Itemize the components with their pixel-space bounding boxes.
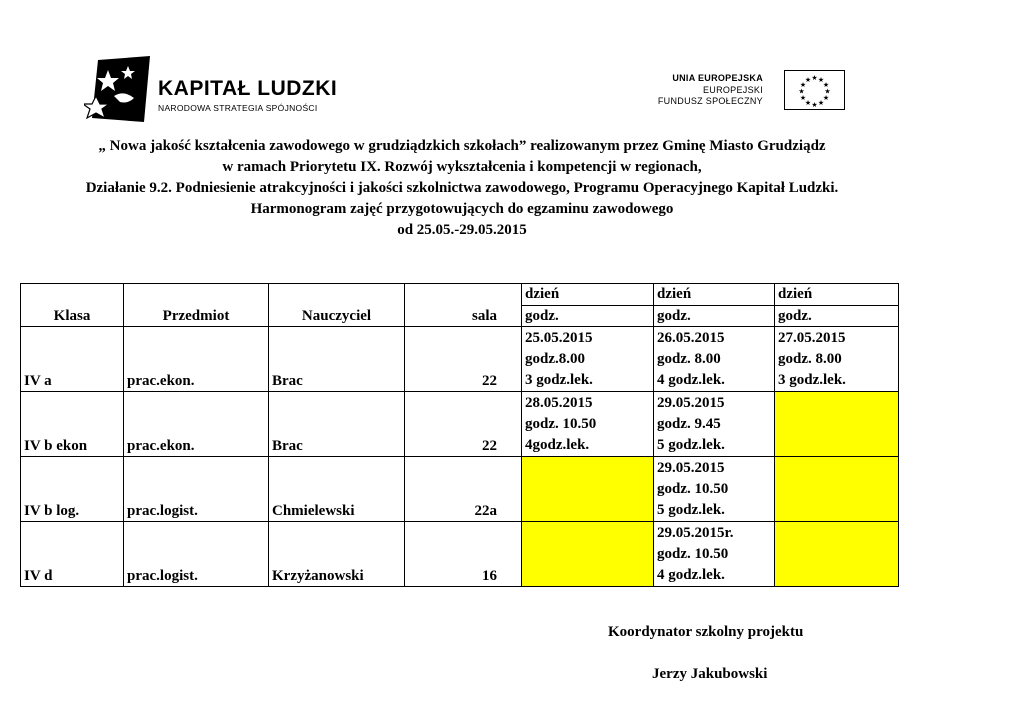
svg-text:★: ★ [799, 94, 807, 102]
cell-day-1-empty [522, 457, 654, 522]
table-row [21, 522, 899, 587]
cell-time: godz. 9.45 [657, 416, 721, 432]
cell-sala: 16 [405, 522, 522, 587]
header-dzien-1: dzień [522, 284, 654, 306]
table-row [21, 392, 899, 457]
cell-day-2 [654, 457, 775, 522]
svg-text:★: ★ [804, 76, 812, 84]
cell-time: godz. 10.50 [657, 481, 729, 497]
cell-nauczyciel: Krzyżanowski [269, 522, 405, 587]
cell-przedmiot: prac.logist. [124, 522, 269, 587]
header-dzien-3: dzień [775, 284, 899, 306]
heading-line-2: w ramach Priorytetu IX. Rozwój wykształcenia i kompetencji w regionach, [222, 159, 702, 175]
eu-line-2: EUROPEJSKI [702, 84, 763, 95]
cell-hours: 3 godz.lek. [525, 372, 593, 388]
cell-day-1 [522, 327, 654, 392]
svg-text:★: ★ [811, 74, 818, 82]
table-row [21, 457, 899, 522]
heading-line-4: Harmonogram zajęć przygotowujących do egzaminu zawodowego [250, 201, 674, 217]
cell-day-3-empty [775, 522, 899, 587]
cell-klasa: IV b ekon [21, 392, 124, 457]
cell-day-3-empty [775, 392, 899, 457]
coordinator-label: Koordynator szkolny projektu [608, 624, 804, 640]
eu-line-3: FUNDUSZ SPOŁECZNY [657, 96, 763, 106]
cell-time: godz. 10.50 [525, 416, 597, 432]
cell-day-3 [775, 327, 899, 392]
cell-nauczyciel: Brac [269, 327, 405, 392]
cell-day-3-empty [775, 457, 899, 522]
cell-przedmiot: prac.logist. [124, 457, 269, 522]
cell-klasa: IV a [21, 327, 124, 392]
cell-przedmiot: prac.ekon. [124, 392, 269, 457]
heading-line-5: od 25.05.-29.05.2015 [397, 222, 527, 238]
header-klasa: Klasa [21, 284, 124, 327]
svg-text:★: ★ [824, 87, 831, 96]
kapital-ludzki-logo [84, 56, 344, 124]
cell-day-2 [654, 327, 775, 392]
cell-day-1-empty [522, 522, 654, 587]
cell-date: 29.05.2015 [657, 395, 725, 411]
heading-line-1: „ Nowa jakość kształcenia zawodowego w grudziądzkich szkołach” realizowanym przez Gminę Miasto Grudziądz [98, 138, 826, 154]
cell-date: 29.05.2015 [657, 460, 725, 476]
cell-hours: 5 godz.lek. [657, 437, 725, 453]
header-nauczyciel: Nauczyciel [269, 284, 405, 327]
coordinator-name: Jerzy Jakubowski [652, 666, 768, 682]
cell-time: godz. 8.00 [778, 351, 842, 367]
svg-text:★: ★ [822, 94, 830, 102]
cell-date: 25.05.2015 [525, 330, 593, 346]
header-przedmiot: Przedmiot [124, 284, 269, 327]
table-row [21, 327, 899, 392]
cell-sala: 22a [405, 457, 522, 522]
kapital-ludzki-title: KAPITAŁ LUDZKI [158, 77, 338, 100]
cell-date: 29.05.2015r. [657, 525, 734, 541]
schedule-table [20, 283, 899, 587]
header-row-top [21, 284, 899, 306]
cell-date: 26.05.2015 [657, 330, 725, 346]
header-godz-1: godz. [522, 305, 654, 327]
cell-hours: 4 godz.lek. [657, 567, 725, 583]
cell-day-1 [522, 392, 654, 457]
header-dzien-2: dzień [654, 284, 775, 306]
svg-text:★: ★ [798, 87, 805, 96]
document-heading [0, 136, 924, 241]
svg-text:★: ★ [817, 76, 825, 84]
header-sala: sala [405, 284, 522, 327]
kapital-ludzki-subtitle: NARODOWA STRATEGIA SPÓJNOŚCI [158, 103, 318, 113]
cell-day-2 [654, 392, 775, 457]
cell-klasa: IV d [21, 522, 124, 587]
cell-sala: 22 [405, 327, 522, 392]
cell-klasa: IV b log. [21, 457, 124, 522]
eu-logo [632, 70, 847, 112]
svg-text:★: ★ [811, 101, 818, 109]
cell-hours: 4godz.lek. [525, 437, 590, 453]
heading-line-3: Działanie 9.2. Podniesienie atrakcyjności i jakości szkolnictwa zawodowego, Programu Operacyjnego Kapitał Ludzki. [85, 180, 839, 196]
svg-text:★: ★ [804, 99, 812, 107]
cell-time: godz. 8.00 [657, 351, 721, 367]
header-godz-2: godz. [654, 305, 775, 327]
cell-nauczyciel: Chmielewski [269, 457, 405, 522]
cell-hours: 5 godz.lek. [657, 502, 725, 518]
kapital-ludzki-emblem-icon [84, 56, 152, 124]
eu-line-1: UNIA EUROPEJSKA [672, 73, 763, 83]
cell-time: godz.8.00 [525, 351, 585, 367]
svg-text:★: ★ [799, 81, 807, 89]
header-godz-3: godz. [775, 305, 899, 327]
cell-przedmiot: prac.ekon. [124, 327, 269, 392]
svg-text:★: ★ [817, 99, 825, 107]
cell-hours: 3 godz.lek. [778, 372, 846, 388]
cell-date: 28.05.2015 [525, 395, 593, 411]
cell-time: godz. 10.50 [657, 546, 729, 562]
cell-hours: 4 godz.lek. [657, 372, 725, 388]
eu-flag-icon [784, 70, 845, 110]
svg-text:★: ★ [822, 81, 830, 89]
cell-nauczyciel: Brac [269, 392, 405, 457]
cell-day-2 [654, 522, 775, 587]
cell-sala: 22 [405, 392, 522, 457]
cell-date: 27.05.2015 [778, 330, 846, 346]
